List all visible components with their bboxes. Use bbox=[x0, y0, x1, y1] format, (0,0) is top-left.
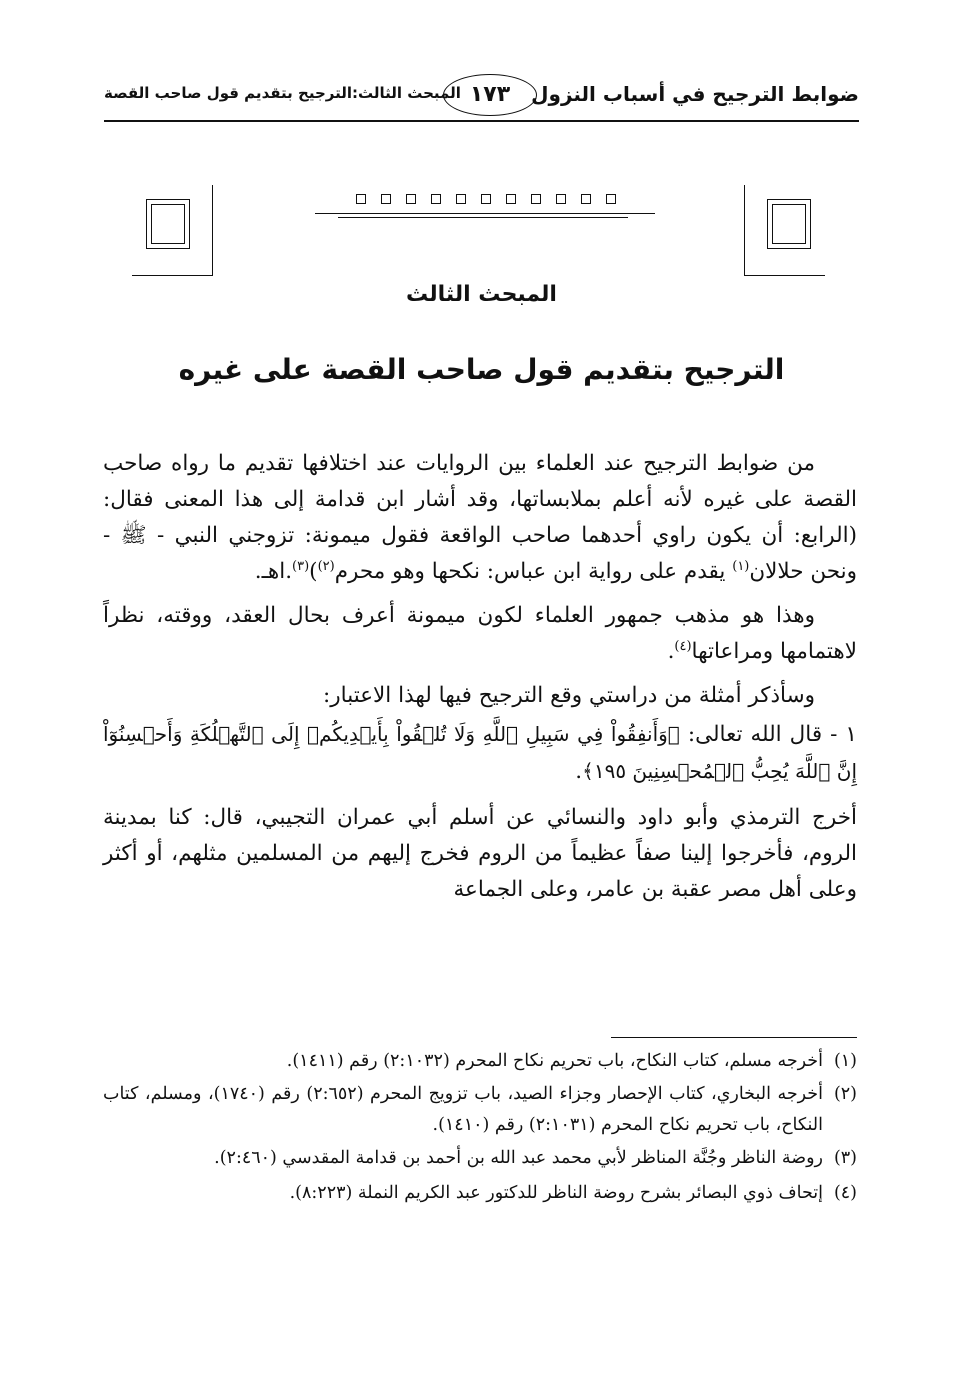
ornament-square-icon bbox=[356, 194, 366, 204]
ornament-square-icon bbox=[606, 194, 616, 204]
ornament-square-icon bbox=[581, 194, 591, 204]
example-paragraph bbox=[103, 716, 857, 790]
book-title: ضوابط الترجيح في أسباب النزول bbox=[531, 82, 859, 106]
paragraph: أخرج الترمذي وأبو داود والنسائي عن أسلم أبي عمران التجيبي، قال: كنا بمدينة الروم، فأخرجوا إلينا صفاً عظيماً من الروم فخرج إليهم من المسلمين مثلهم، أو أكثر وعلى أهل مصر عقبة بن عامر، وعلى الجماعة bbox=[103, 805, 857, 902]
header-divider bbox=[104, 120, 859, 122]
ornament-square-icon bbox=[556, 194, 566, 204]
ornament-square-icon bbox=[767, 199, 811, 249]
footnote-ref[interactable]: (٢) bbox=[317, 558, 335, 574]
page-number: ١٧٣ bbox=[443, 74, 537, 116]
footnote bbox=[103, 1046, 857, 1077]
ornament-square-icon bbox=[506, 194, 516, 204]
section-title: الترجيح بتقديم قول صاحب القصة على غيره bbox=[178, 353, 785, 386]
header-section-title: المبحث الثالث:الترجيح بتقديم قول صاحب القصة bbox=[104, 84, 461, 102]
footnote-text: إتحاف ذوي البصائر بشرح روضة الناظر للدكتور عبد الكريم النملة (٨:٢٢٣). bbox=[289, 1183, 823, 1203]
ornament-corner-left bbox=[132, 185, 213, 276]
footnote-ref[interactable]: (٤) bbox=[674, 638, 692, 654]
text-run: . bbox=[575, 759, 583, 784]
section-label: المبحث الثالث bbox=[406, 282, 557, 307]
ornament-square-icon bbox=[481, 194, 491, 204]
ornament-square-icon bbox=[456, 194, 466, 204]
paragraph bbox=[103, 446, 857, 590]
footnote-text: أخرجه البخاري، كتاب الإحصار وجزاء الصيد، باب تزويج المحرم (٢:٦٥٢) رقم (١٧٤٠)، ومسلم، كتاب النكاح، باب تحريم نكاح المحرم (٢:١٠٣١) رقم (١٤١٠). bbox=[103, 1084, 823, 1135]
footnote bbox=[103, 1143, 857, 1174]
text-run: . bbox=[667, 639, 675, 664]
footnotes bbox=[103, 1046, 857, 1211]
text-run: وهذا هو مذهب جمهور العلماء لكون ميمونة أعرف بحال العقد، ووقته، نظراً لاهتمامها ومراعاتها bbox=[103, 603, 857, 664]
ornament-corner-right bbox=[744, 185, 825, 276]
footnote bbox=[103, 1079, 857, 1141]
text-run: من ضوابط الترجيح عند العلماء بين الروايات عند اختلافها تقديم ما رواه صاحب القصة على غيره لأنه أعلم بملابساتها، وقد أشار ابن قدامة إلى هذا المعنى فقال: (الرابع: أن يكون راوي أحدهما صاحب الواقعة فقول ميمونة: تزوجني النبي - ﷺ - ونحن حلالان bbox=[103, 451, 857, 584]
text-run: يقدم على رواية ابن عباس: نكحها وهو محرم bbox=[334, 559, 733, 584]
running-header bbox=[104, 74, 859, 122]
paragraph bbox=[103, 598, 857, 670]
quran-verse: ﴿وَأَنفِقُواْ فِي سَبِيلِ ٱللَّهِ وَلَا تُلۡقُواْ بِأَيۡدِيكُمۡ إِلَى ٱلتَّهۡلُكَةِ وَأَحۡسِنُوٓاْ إِنَّ ٱللَّهَ يُحِبُّ ٱلۡمُحۡسِنِينَ ١٩٥﴾ bbox=[103, 722, 857, 783]
ornament-square-icon bbox=[431, 194, 441, 204]
text-run: .اهـ. bbox=[254, 559, 293, 584]
footnote-number: (٤) bbox=[833, 1183, 857, 1203]
paragraph: وسأذكر أمثلة من دراستي وقع الترجيح فيها لهذا الاعتبار: bbox=[323, 683, 815, 708]
footnote-number: (٢) bbox=[833, 1084, 857, 1104]
footnote-number: (١) bbox=[833, 1051, 857, 1071]
ornament-rule bbox=[338, 217, 628, 218]
footnote bbox=[103, 1178, 857, 1209]
ornament-square-icon bbox=[406, 194, 416, 204]
footnote-ref[interactable]: (١) bbox=[732, 558, 750, 574]
text-run: ١ - قال الله تعالى: bbox=[679, 722, 857, 747]
footnote-text: روضة الناظر وجُنَّة المناظر لأبي محمد عبد الله بن أحمد بن قدامة المقدسي (٢:٤٦٠). bbox=[214, 1148, 823, 1168]
ornament-square-icon bbox=[381, 194, 391, 204]
footnote-number: (٣) bbox=[833, 1148, 857, 1168]
footnote-ref[interactable]: (٣) bbox=[292, 558, 310, 574]
ornament-squares-row bbox=[356, 194, 616, 208]
body-text bbox=[103, 446, 857, 908]
text-run: ) bbox=[309, 559, 318, 584]
footnote-divider bbox=[611, 1037, 857, 1038]
ornament-rule bbox=[315, 213, 655, 214]
ornament-square-icon bbox=[146, 199, 190, 249]
footnote-text: أخرجه مسلم، كتاب النكاح، باب تحريم نكاح المحرم (٢:١٠٣٢) رقم (١٤١١). bbox=[286, 1051, 823, 1071]
ornament-square-icon bbox=[531, 194, 541, 204]
